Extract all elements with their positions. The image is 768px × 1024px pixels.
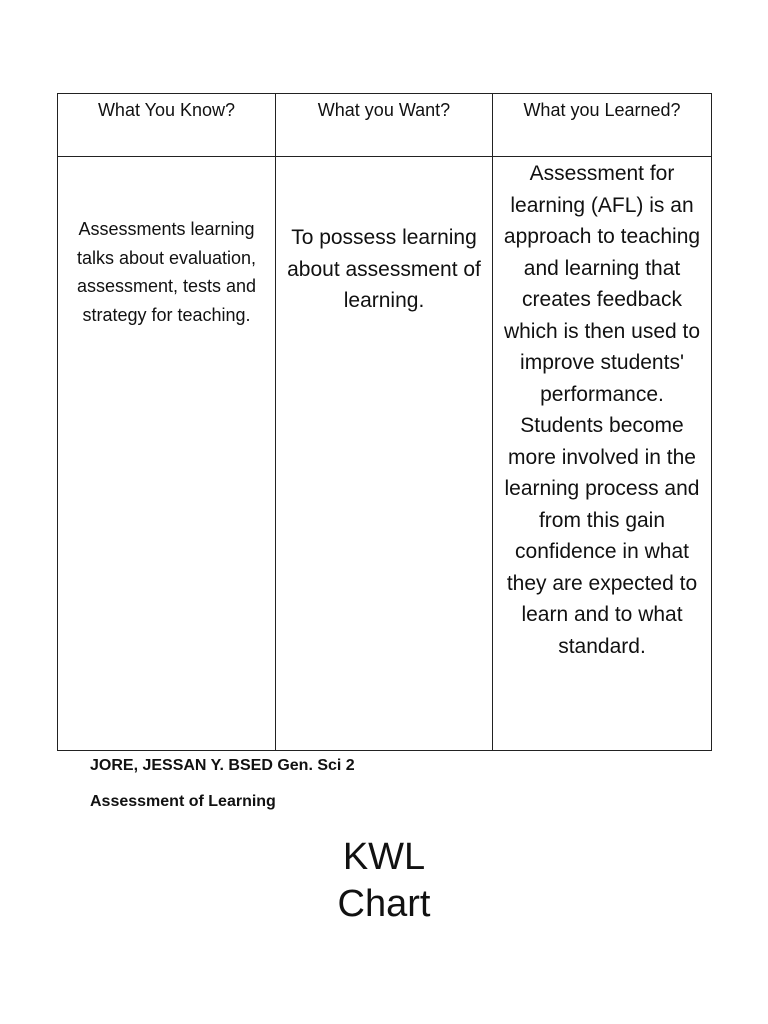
header-what-you-want: What you Want? [276,94,493,157]
title-line-chart: Chart [337,883,431,925]
cell-what-you-know: Assessments learning talks about evaluation, assessment, tests and strategy for teaching. [58,157,276,751]
table-content-row [58,157,712,751]
subject-name: Assessment of Learning [90,793,276,810]
student-name-course: JORE, JESSAN Y. BSED Gen. Sci 2 [90,757,355,774]
cell-what-you-learned: Assessment for learning (AFL) is an approach to teaching and learning that creates feedback which is then used to improve students' performance. Students become more involved in the learning process and from this gain confidence in what they are expected to learn and to what standard. [493,157,712,751]
header-what-you-learned: What you Learned? [493,94,712,157]
header-what-you-know: What You Know? [58,94,276,157]
kwl-table [57,93,712,751]
table-header-row [58,94,712,157]
title-line-kwl: KWL [342,836,426,878]
cell-what-you-want: To possess learning about assessment of learning. [276,157,493,751]
document-title [234,834,534,928]
